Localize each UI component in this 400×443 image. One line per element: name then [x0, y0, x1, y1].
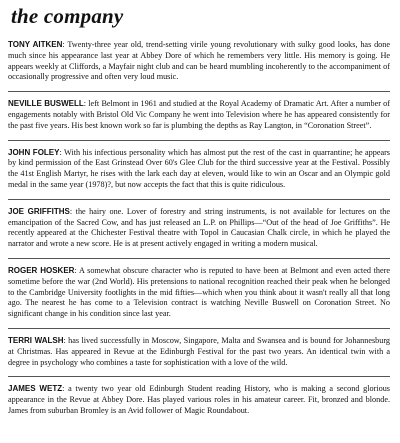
- divider: [8, 258, 390, 259]
- bio-name: NEVILLE BUSWELL: [8, 99, 84, 109]
- bio-name: JOE GRIFFITHS: [8, 206, 70, 216]
- bio-text: : Twenty-three year old, trend-setting virile young revolutionary with sulky good looks, has done much since his appearance last year at Abbey Dore of which he remembers very little. His memory is going. He appears weekly at Cliffords, a Mayfair night club and can be heard mumbling incoherently to the accompaniment of occasionally progressive and often very loud music.: [8, 40, 390, 82]
- bio-text: : a twenty two year old Edinburgh Student reading History, who is making a second glorious appearance in the Revue at Abbey Dore. Has played various roles in his amateur career. Fit, bronzed and blonde. James from suburban Bromley is an Avid follower of Magic Roundabout.: [8, 384, 390, 415]
- divider: [8, 328, 390, 329]
- bio-entry: [8, 336, 390, 368]
- divider: [8, 199, 390, 200]
- bio-entry: [8, 266, 390, 320]
- page-title: the company: [11, 4, 124, 28]
- bio-text: : the hairy one. Lover of forestry and string instruments, is not available for lectures on the emancipation of the Sacred Cow, and has just released an L.P. on Phillips—“Out of the head of Joe Griffiths”. He recently appeared at the Chichester Festival theatre with Topol in Caucasian Chalk circle, in which he played the narrator and wrote a new score. He is at present actively engaged in writing a modern musical.: [8, 206, 390, 249]
- bio-name: TONY AITKEN: [8, 40, 63, 49]
- divider: [8, 376, 390, 377]
- bio-entry: [8, 384, 390, 416]
- bio-entry: [8, 40, 390, 83]
- bio-entry: [8, 99, 390, 131]
- bio-entry: [8, 207, 390, 250]
- bio-text: : With his infectious personality which has almost put the rest of the cast in quarrantine; he appears by kind permission of the East Grinstead Over 60's Glee Club for the third successive year at the Festival. Possibly the 41st English Martyr, he rises with the lark each day at eleven, would like to win an Oscar and an Olympic gold medal in the same year (1978)?, but now accepts the fact that this is quite ridiculous.: [8, 147, 390, 189]
- bio-text: : has lived successfully in Moscow, Singapore, Malta and Swansea and is bound for Johannesburg at Christmas. Has appeared in Revue at the Edinburgh Festival for the past two years. An identical twin with a degree in psychology who combines a taste for sophistication with a love of the wild.: [8, 335, 390, 367]
- divider: [8, 91, 390, 92]
- bio-name: JOHN FOLEY: [8, 147, 60, 157]
- divider: [8, 140, 390, 141]
- bio-name: TERRI WALSH: [8, 335, 64, 345]
- bio-text: : A somewhat obscure character who is reputed to have been at Belmont and even acted there sometime before the war (2nd World). His pretensions to national recognition reached their peak when he belonged to the Cambridge University footlights in the mid fifties—which when you think about it wasn't really all that long ago. The nearest he has come to a Television contract is watching Neville Buswell on Coronation Street. No significant change in his condition since last year.: [8, 265, 390, 319]
- bio-name: ROGER HOSKER: [8, 265, 75, 275]
- bio-name: JAMES WETZ: [8, 384, 63, 394]
- bio-text: : left Belmont in 1961 and studied at the Royal Academy of Dramatic Art. After a number of engagements notably with Bristol Old Vic Company he went into Television where he has appeared consistently for the past five years. His best known work so far is plumbing the depths as Ray Langton, in “Coronation Street”.: [8, 99, 390, 130]
- bio-entry: [8, 148, 390, 191]
